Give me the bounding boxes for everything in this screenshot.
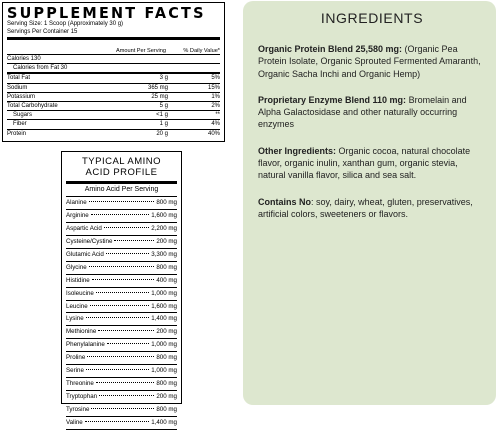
- amino-name: Threonine: [66, 380, 94, 388]
- nutrient-amount: [110, 55, 172, 63]
- amino-value: 3,300 mg: [151, 250, 177, 258]
- dot-leader: [91, 408, 154, 409]
- nutrient-daily-value: [172, 64, 220, 72]
- dot-leader: [106, 253, 149, 254]
- ingredients-sections: [258, 43, 486, 220]
- nutrient-daily-value: 1%: [211, 93, 220, 100]
- amino-value: 1,400 mg: [151, 315, 177, 323]
- nutrient-name: Total Carbohydrate: [7, 103, 58, 110]
- amino-value: 800 mg: [156, 406, 177, 413]
- amino-name: Methionine: [66, 328, 97, 336]
- dot-leader: [89, 201, 155, 202]
- ingredient-paragraph: [258, 196, 486, 221]
- supplement-row: [7, 55, 220, 64]
- amino-name: Serine: [66, 367, 84, 375]
- amino-name: Cysteine/Cystine: [66, 237, 113, 245]
- dot-leader: [104, 227, 149, 228]
- amino-name: Lysine: [66, 315, 84, 323]
- amino-row: [66, 223, 177, 236]
- amino-row: [66, 391, 177, 404]
- nutrient-name: Sodium: [7, 84, 28, 91]
- amino-value: 200 mg: [156, 393, 177, 401]
- amino-name: Aspartic Acid: [66, 224, 102, 232]
- nutrient-name: Fiber: [13, 121, 27, 128]
- amount-header: Amount Per Serving: [115, 47, 167, 54]
- ingredient-text: : soy, dairy, wheat, gluten, preservatives, artificial colors, sweeteners or flavors.: [258, 196, 473, 219]
- nutrient-amount: [110, 64, 172, 72]
- ingredient-text: Bromelain and Alpha Galactosidase and other naturally occurring enzymes: [258, 94, 467, 130]
- amino-name: Glutamic Acid: [66, 250, 104, 258]
- nutrient-name: Calories from Fat 30: [13, 65, 68, 72]
- ingredient-label: Other Ingredients:: [258, 145, 337, 156]
- amino-row: [66, 326, 177, 339]
- amino-name: Glycine: [66, 263, 87, 271]
- nutrient-daily-value: 5%: [211, 75, 220, 82]
- nutrient-amount: 365 mg: [147, 84, 168, 91]
- supplement-row: [7, 130, 220, 138]
- daily-value-header: % Daily Value*: [183, 47, 220, 54]
- amino-row: [66, 352, 177, 365]
- ingredients-panel: [243, 1, 496, 405]
- amino-row: [66, 236, 177, 249]
- supplement-facts-title: SUPPLEMENT FACTS: [7, 4, 206, 22]
- amino-value: 1,000 mg: [151, 341, 177, 349]
- amino-header: Amino Acid Per Serving: [66, 184, 177, 197]
- nutrient-name: Sugars: [13, 112, 33, 119]
- amino-acid-profile-panel: [61, 151, 182, 426]
- nutrient-name: Total Fat: [7, 75, 31, 82]
- dot-leader: [99, 395, 154, 396]
- nutrient-amount: 1 g: [159, 121, 168, 128]
- nutrient-name: Calories 130: [7, 56, 41, 62]
- amino-row: [66, 275, 177, 288]
- amino-name: Histidine: [66, 276, 90, 284]
- ingredient-paragraph: [258, 145, 486, 182]
- nutrient-amount: 25 mg: [151, 93, 168, 100]
- supplement-row: [7, 120, 220, 129]
- amino-value: 1,600 mg: [151, 302, 177, 310]
- nutrient-daily-value: [172, 55, 220, 63]
- amino-value: 1,400 mg: [151, 418, 177, 426]
- amino-value: 2,200 mg: [151, 224, 177, 232]
- amino-name: Alanine: [66, 199, 87, 206]
- amino-title-line1: TYPICAL AMINO: [82, 156, 161, 167]
- amino-row: [66, 378, 177, 391]
- supplement-row: [7, 74, 220, 83]
- dot-leader: [96, 292, 149, 293]
- nutrient-amount: <1 g: [156, 112, 168, 119]
- amino-name: Tryptophan: [66, 393, 98, 401]
- ingredient-text: (Organic Pea Protein Isolate, Organic Sprouted Fermented Amaranth, Organic Sacha Inchi and Organic Hemp): [258, 44, 481, 79]
- nutrient-daily-value: 15%: [207, 84, 220, 91]
- supplement-row: [7, 102, 220, 111]
- amino-row: [66, 210, 177, 223]
- ingredient-label: Proprietary Enzyme Blend 110 mg:: [258, 94, 407, 105]
- dot-leader: [114, 240, 154, 241]
- supplement-header-row: [7, 40, 220, 54]
- nutrient-daily-value: **: [215, 112, 220, 119]
- dot-leader: [87, 356, 154, 357]
- amino-value: 1,000 mg: [151, 367, 177, 375]
- amino-name: Isoleucine: [66, 289, 94, 297]
- amino-name: Arginine: [66, 211, 89, 219]
- supplement-row: [7, 64, 220, 74]
- dot-leader: [107, 343, 149, 344]
- dot-leader: [92, 279, 155, 280]
- amino-row: [66, 339, 177, 352]
- amino-row: [66, 365, 177, 378]
- amino-row: [66, 404, 177, 417]
- servings-per-container: Servings Per Container 15: [7, 28, 78, 35]
- ingredient-paragraph: [258, 43, 486, 80]
- amino-name: Valine: [66, 418, 83, 426]
- nutrient-daily-value: 4%: [211, 121, 220, 128]
- amino-value: 800 mg: [156, 380, 177, 388]
- nutrient-amount: 3 g: [159, 75, 168, 82]
- ingredient-paragraph: [258, 94, 486, 131]
- amino-title-line2: ACID PROFILE: [85, 167, 158, 178]
- amino-value: 800 mg: [156, 199, 177, 206]
- ingredient-label: Contains No: [258, 196, 311, 207]
- amino-value: 1,600 mg: [151, 211, 177, 219]
- amino-row: [66, 197, 177, 210]
- dot-leader: [86, 317, 150, 318]
- dot-leader: [90, 305, 150, 306]
- amino-value: 200 mg: [156, 237, 177, 245]
- amino-value: 200 mg: [156, 328, 177, 336]
- amino-name: Tyrosine: [66, 406, 90, 413]
- amino-row: [66, 313, 177, 326]
- dot-leader: [89, 266, 155, 267]
- nutrient-name: Potassium: [7, 93, 36, 100]
- supplement-row: [7, 93, 220, 102]
- amino-name: Proline: [66, 354, 86, 362]
- nutrient-name: Protein: [7, 130, 27, 137]
- supplement-row: [7, 111, 220, 120]
- dot-leader: [91, 214, 149, 215]
- nutrient-daily-value: 2%: [211, 103, 220, 110]
- dot-leader: [96, 382, 154, 383]
- amino-row: [66, 288, 177, 301]
- amino-row: [66, 301, 177, 314]
- amino-row: [66, 417, 177, 430]
- amino-value: 1,000 mg: [151, 289, 177, 297]
- amino-value: 800 mg: [156, 263, 177, 271]
- dot-leader: [98, 330, 154, 331]
- dot-leader: [85, 421, 149, 422]
- supplement-rows: [7, 55, 220, 138]
- nutrient-daily-value: 40%: [207, 130, 220, 137]
- amino-rows: [66, 197, 177, 430]
- ingredient-label: Organic Protein Blend 25,580 mg:: [258, 44, 403, 54]
- amino-value: 800 mg: [156, 354, 177, 362]
- dot-leader: [86, 369, 149, 370]
- amino-row: [66, 262, 177, 275]
- nutrient-amount: 20 g: [156, 130, 168, 137]
- supplement-facts-panel: [2, 2, 225, 142]
- ingredient-text: Organic cocoa, natural chocolate flavor, organic inulin, xanthan gum, organic stevia, natural vanilla flavor, silica and sea salt.: [258, 145, 471, 181]
- serving-size: Serving Size: 1 Scoop (Approximately 30 g): [7, 21, 124, 27]
- supplement-row: [7, 84, 220, 93]
- ingredients-title: INGREDIENTS: [320, 10, 424, 26]
- nutrient-amount: 5 g: [159, 103, 168, 110]
- amino-value: 400 mg: [156, 276, 177, 284]
- amino-row: [66, 249, 177, 262]
- amino-name: Phenylalanine: [66, 341, 105, 349]
- amino-name: Leucine: [66, 302, 88, 310]
